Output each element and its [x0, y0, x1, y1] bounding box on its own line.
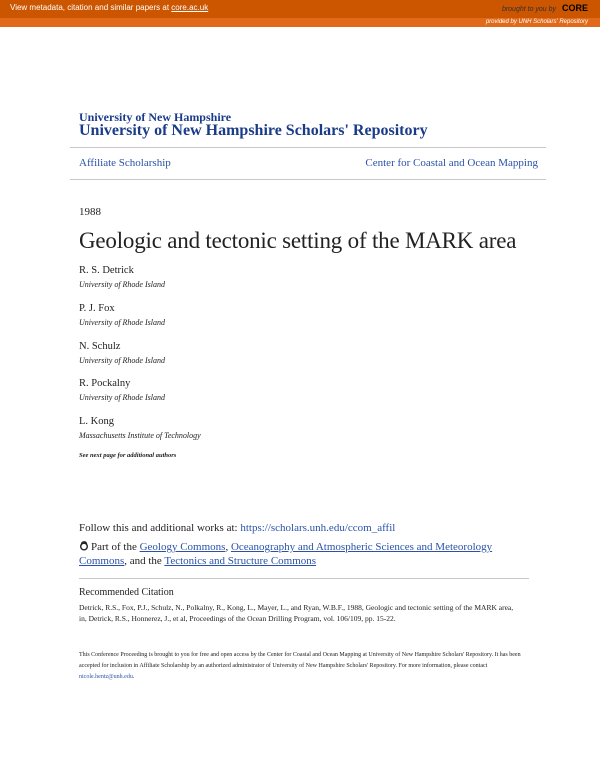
- disclaimer-end: .: [132, 674, 135, 680]
- author-name: L. Kong: [79, 416, 114, 427]
- nav-affiliate-scholarship[interactable]: Affiliate Scholarship: [79, 157, 171, 169]
- core-brought-by-text: brought to you by: [501, 6, 557, 13]
- core-provided-by: provided by UNH Scholars' Repository: [485, 19, 588, 25]
- author-affiliation: University of Rhode Island: [79, 280, 165, 289]
- open-access-icon: [79, 540, 89, 551]
- author-name: N. Schulz: [79, 341, 121, 352]
- paper-title: Geologic and tectonic setting of the MARK area: [79, 228, 517, 253]
- author-affiliation: Massachusetts Institute of Technology: [79, 431, 201, 440]
- author-affiliation: University of Rhode Island: [79, 318, 165, 327]
- tectonics-commons-link[interactable]: Tectonics and Structure Commons: [164, 555, 317, 567]
- repository-disclaimer: [79, 650, 529, 683]
- disclaimer-text: This Conference Proceeding is brought to you for free and open access by the Center for Coastal and Ocean Mapping at University of New Hampshire Scholars' Repository. It has been accepted for inclusion in Affiliate Scholarship by an authorized administrator of University of New Hampshire Scholars' Repository. For more information, please contact: [79, 652, 521, 669]
- header-divider-bottom: [70, 179, 546, 180]
- core-link[interactable]: core.ac.uk: [171, 3, 209, 12]
- follow-works: [79, 522, 395, 534]
- follow-text: Follow this and additional works at:: [79, 522, 238, 534]
- publication-year: 1988: [79, 206, 101, 218]
- see-next-page-note: See next page for additional authors: [79, 452, 177, 459]
- author-name: R. Pockalny: [79, 378, 131, 389]
- part-of-commons: [79, 540, 519, 568]
- core-brought-by: [502, 3, 588, 13]
- part-of-prefix: Part of the: [91, 541, 137, 553]
- part-of-separator: , and the: [124, 555, 162, 567]
- oceanography-commons-link[interactable]: Oceanography and Atmospheric Sciences and Meteorology Commons: [79, 541, 493, 567]
- citation-divider: [79, 578, 529, 579]
- contact-email-link[interactable]: nicole.hentz@unh.edu: [79, 674, 133, 680]
- core-metadata-notice: [10, 3, 208, 12]
- recommended-citation-heading: Recommended Citation: [79, 587, 174, 598]
- repository-name[interactable]: University of New Hampshire Scholars' Repository: [79, 122, 428, 139]
- author-name: P. J. Fox: [79, 303, 115, 314]
- author-name: R. S. Detrick: [79, 265, 134, 276]
- nav-center-coastal-ocean-mapping[interactable]: Center for Coastal and Ocean Mapping: [365, 157, 538, 169]
- author-affiliation: University of Rhode Island: [79, 393, 165, 402]
- core-logo[interactable]: CORE: [561, 3, 588, 13]
- recommended-citation-text: Detrick, R.S., Fox, P.J., Schulz, N., Polkalny, R., Kong, L., Mayer, L., and Ryan, W.B.F., 1988, Geologic and tectonic setting of the MARK area, in, Detrick, R.S., Honnerez, J., et al, Proceedings of the Ocean Drilling Program, vol. 106/109, pp. 15-22.: [79, 603, 514, 623]
- core-metadata-text: View metadata, citation and similar papers at: [10, 3, 170, 12]
- collection-url-link[interactable]: https://scholars.unh.edu/ccom_affil: [240, 522, 396, 534]
- part-of-separator: ,: [225, 541, 229, 553]
- university-name[interactable]: University of New Hampshire: [79, 110, 232, 124]
- header-divider-top: [70, 147, 546, 148]
- author-affiliation: University of Rhode Island: [79, 356, 165, 365]
- geology-commons-link[interactable]: Geology Commons: [139, 541, 226, 553]
